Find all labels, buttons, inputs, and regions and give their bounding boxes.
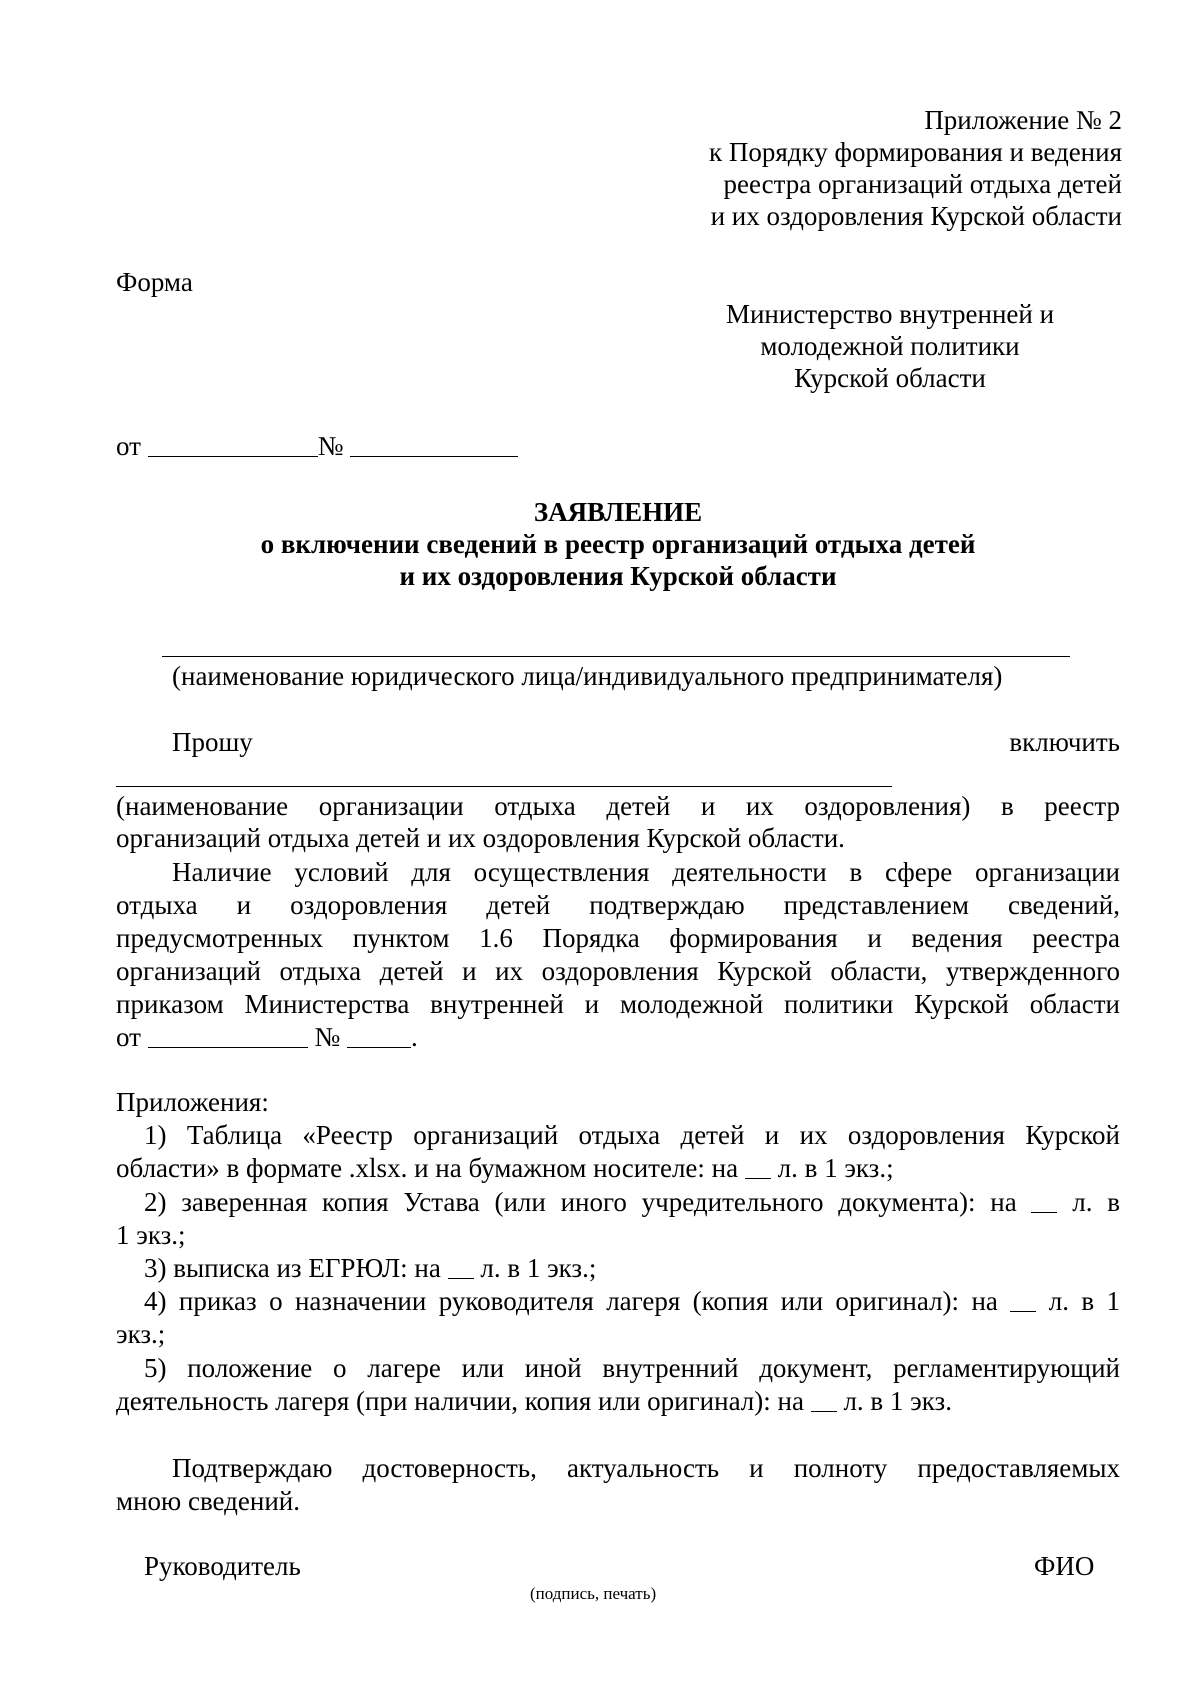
sheets-blank xyxy=(811,1385,837,1412)
appendix-line: реестра организаций отдыха детей xyxy=(723,169,1122,199)
form-label: Форма xyxy=(116,267,193,297)
confirmation-line: Подтверждаю достоверность, актуальность и полноту предоставляемых xyxy=(172,1453,1120,1483)
signature-name: ФИО xyxy=(1034,1551,1095,1581)
attachment-text: л. в 1 экз.; xyxy=(777,1153,894,1183)
conditions-line: Наличие условий для осуществления деятельности в сфере организации xyxy=(172,857,1120,887)
attachment-text: 2) заверенная копия Устава (или иного учредительного документа): на xyxy=(144,1187,1017,1217)
applicant-caption: (наименование юридического лица/индивидуального предпринимателя) xyxy=(172,661,1003,691)
addressee-line: Министерство внутренней и xyxy=(725,299,1055,329)
title-line: ЗАЯВЛЕНИЕ xyxy=(533,497,703,527)
conditions-last-line xyxy=(116,1021,1120,1053)
appendix-line: к Порядку формирования и ведения xyxy=(708,137,1122,167)
document-title xyxy=(116,496,1120,592)
attachment-text: л. в 1 экз. xyxy=(843,1386,952,1416)
attachment-text: 4) приказ о назначении руководителя лагеря (копия или оригинал): на xyxy=(144,1286,998,1316)
attachment-text: л. в 1 экз.; xyxy=(480,1253,597,1283)
order-number-label: № xyxy=(314,1022,341,1052)
from-label: от xyxy=(116,431,141,461)
signature-caption: (подпись, печать) xyxy=(530,1584,657,1603)
sheets-blank xyxy=(1031,1186,1057,1213)
attachment-item-4 xyxy=(144,1285,1120,1317)
attachment-item-5: 5) положение о лагере или иной внутренний документ, регламентирующий xyxy=(144,1353,1120,1383)
attachments-heading: Приложения: xyxy=(116,1087,269,1117)
number-blank xyxy=(350,430,518,457)
attachment-item-4-cont: экз.; xyxy=(116,1319,166,1349)
attachment-item-2-cont: 1 экз.; xyxy=(116,1220,186,1250)
sheets-blank xyxy=(448,1252,474,1279)
addressee-line: Курской области xyxy=(794,363,986,393)
date-number-line xyxy=(116,430,518,462)
conditions-line: организаций отдыха детей и их оздоровления Курской области, утвержденного xyxy=(116,956,1120,986)
attachment-text: деятельность лагеря (при наличии, копия или оригинал): на xyxy=(116,1386,804,1416)
organization-name-blank xyxy=(116,786,892,787)
order-date-blank xyxy=(148,1021,308,1048)
conditions-line: приказом Министерства внутренней и молодежной политики Курской области xyxy=(116,989,1120,1019)
attachment-text: области» в формате .xlsx. и на бумажном носителе: на xyxy=(116,1153,739,1183)
sheets-blank xyxy=(745,1152,771,1179)
appendix-line: Приложение № 2 xyxy=(924,105,1122,135)
appendix-line: и их оздоровления Курской области xyxy=(710,201,1122,231)
confirmation-line: мною сведений. xyxy=(116,1486,300,1516)
request-word-include: включить xyxy=(1009,727,1120,757)
order-end-dot: . xyxy=(410,1022,418,1052)
attachment-item-2 xyxy=(144,1186,1120,1218)
date-blank xyxy=(148,430,318,457)
addressee-line: молодежной политики xyxy=(760,331,1020,361)
title-line: и их оздоровления Курской области xyxy=(399,561,837,591)
signature-role: Руководитель xyxy=(144,1551,301,1581)
attachment-item-1: 1) Таблица «Реестр организаций отдыха детей и их оздоровления Курской xyxy=(144,1120,1120,1150)
attachment-text: 3) выписка из ЕГРЮЛ: на xyxy=(144,1253,441,1283)
request-word-ask: Прошу xyxy=(172,727,253,757)
request-caption-line: (наименование организации отдыха детей и их оздоровления) в реестр xyxy=(116,791,1120,821)
attachment-text: л. в xyxy=(1072,1187,1121,1217)
attachment-text: л. в 1 xyxy=(1048,1286,1121,1316)
applicant-name-blank xyxy=(162,656,1070,657)
attachment-item-5-cont xyxy=(116,1385,1120,1417)
sheets-blank xyxy=(1010,1285,1036,1312)
attachment-item-3 xyxy=(144,1252,1120,1284)
request-line xyxy=(116,726,1120,758)
appendix-block xyxy=(600,104,1122,232)
addressee-block xyxy=(700,298,1080,394)
order-from-label: от xyxy=(116,1022,141,1052)
number-label: № xyxy=(317,431,344,461)
conditions-line: предусмотренных пунктом 1.6 Порядка формирования и ведения реестра xyxy=(116,923,1120,953)
title-line: о включении сведений в реестр организаций отдыха детей xyxy=(260,529,976,559)
request-cont-line: организаций отдыха детей и их оздоровления Курской области. xyxy=(116,823,845,853)
attachment-item-1-cont xyxy=(116,1152,1120,1184)
order-number-blank xyxy=(347,1021,411,1048)
conditions-line: отдыха и оздоровления детей подтверждаю представлением сведений, xyxy=(116,890,1120,920)
